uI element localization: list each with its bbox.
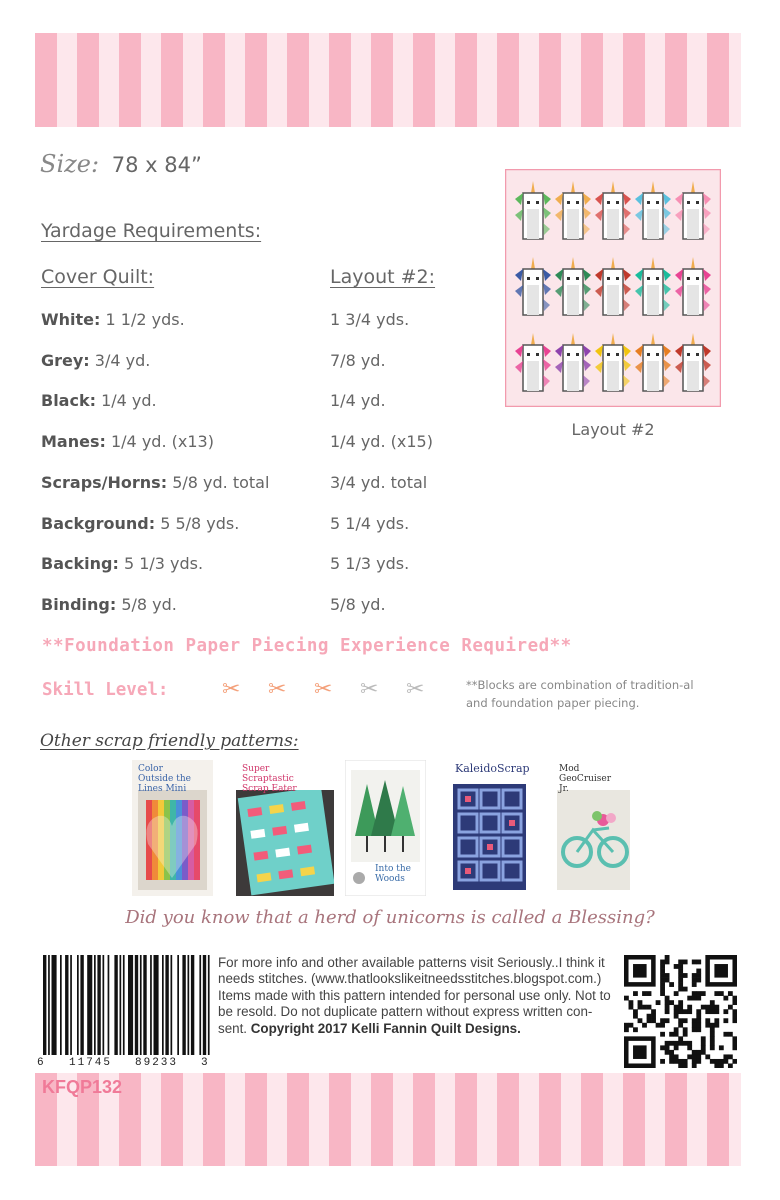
top-stripe-band bbox=[35, 33, 741, 127]
fabric-label: Black: bbox=[41, 391, 96, 410]
cover-amount: 5/8 yd. bbox=[121, 595, 177, 614]
size-value: 78 x 84” bbox=[111, 153, 202, 177]
pattern-thumb-scrap-eater[interactable] bbox=[236, 760, 334, 896]
yardage-row bbox=[41, 432, 214, 451]
fabric-label: Binding: bbox=[41, 595, 117, 614]
scissors-icon-filled: ✂ bbox=[314, 677, 333, 702]
cover-amount: 1/4 yd. (x13) bbox=[110, 432, 214, 451]
yardage-row bbox=[41, 310, 185, 329]
cover-amount: 3/4 yd. bbox=[94, 351, 151, 370]
cover-amount: 1/4 yd. bbox=[101, 391, 157, 410]
yardage-row bbox=[41, 595, 177, 614]
layout2-amount: 5 1/4 yds. bbox=[330, 514, 410, 533]
fabric-label: Manes: bbox=[41, 432, 106, 451]
pattern-thumb-color-outside[interactable] bbox=[132, 760, 213, 896]
yardage-row bbox=[41, 391, 157, 410]
layout2-amount: 1/4 yd. bbox=[330, 391, 386, 410]
quilt-size bbox=[40, 150, 202, 178]
fabric-label: Background: bbox=[41, 514, 156, 533]
fabric-label: White: bbox=[41, 310, 101, 329]
pattern-thumb-geocruiser[interactable] bbox=[553, 760, 634, 896]
fabric-label: Scraps/Horns: bbox=[41, 473, 168, 492]
yardage-title: Yardage Requirements: bbox=[41, 220, 262, 242]
cover-amount: 5 5/8 yds. bbox=[160, 514, 240, 533]
fabric-label: Grey: bbox=[41, 351, 90, 370]
fpp-notice: **Foundation Paper Piecing Experience Required** bbox=[42, 636, 572, 656]
sku-code: KFQP132 bbox=[42, 1077, 123, 1097]
pattern-title: Color Outside the Lines Mini bbox=[138, 764, 191, 794]
layout2-amount: 1/4 yd. (x15) bbox=[330, 432, 433, 451]
barcode-digits-left: 11745 bbox=[69, 1057, 113, 1069]
pattern-thumb-kaleidoscrap[interactable] bbox=[449, 760, 530, 896]
layout2-amount: 3/4 yd. total bbox=[330, 473, 428, 492]
pattern-title: Mod GeoCruiser Jr. bbox=[559, 764, 612, 794]
info-text-block bbox=[218, 955, 613, 1037]
scissors-icon-empty: ✂ bbox=[360, 677, 379, 702]
pattern-title: Super Scraptastic Scrap Eater bbox=[242, 764, 297, 794]
blessing-fact: Did you know that a herd of unicorns is called a Blessing? bbox=[125, 907, 655, 928]
size-label: Size: bbox=[40, 150, 100, 178]
barcode-digits-right: 89233 bbox=[135, 1057, 179, 1069]
scissors-icon-empty: ✂ bbox=[406, 677, 425, 702]
pattern-title: Into the Woods bbox=[375, 864, 411, 884]
layout2-amount: 5 1/3 yds. bbox=[330, 554, 410, 573]
copyright: Copyright 2017 Kelli Fannin Quilt Designs. bbox=[250, 1020, 521, 1036]
layout2-quilt-image bbox=[505, 169, 721, 407]
barcode-digit-first: 6 bbox=[37, 1057, 44, 1069]
yardage-row bbox=[41, 351, 150, 370]
scissors-icon-filled: ✂ bbox=[268, 677, 287, 702]
skill-level-label: Skill Level: bbox=[42, 680, 169, 700]
cover-amount: 1 1/2 yds. bbox=[105, 310, 185, 329]
layout2-caption: Layout #2 bbox=[571, 420, 655, 439]
info-text: For more info and other available patterns visit Seriously..I think it needs stitches. (www.thatlookslikeitneedsstitches.blogspot.com.) Items made with this pattern intended for personal use only. Not to be resold. Do not duplicate pattern without express written con-sent. bbox=[218, 955, 611, 1036]
cover-amount: 5/8 yd. total bbox=[172, 473, 270, 492]
barcode-digit-last: 3 bbox=[201, 1057, 208, 1069]
layout2-amount: 5/8 yd. bbox=[330, 595, 386, 614]
scissors-icon-filled: ✂ bbox=[222, 677, 241, 702]
yardage-row bbox=[41, 554, 203, 573]
bottom-stripe-band bbox=[35, 1073, 741, 1166]
other-patterns-title: Other scrap friendly patterns: bbox=[40, 731, 299, 751]
pattern-title: KaleidoScrap bbox=[455, 762, 530, 775]
layout2-header: Layout #2: bbox=[330, 266, 436, 288]
pattern-thumb-into-woods[interactable] bbox=[345, 760, 426, 896]
yardage-row bbox=[41, 473, 269, 492]
cover-quilt-header: Cover Quilt: bbox=[41, 266, 155, 288]
layout2-amount: 1 3/4 yds. bbox=[330, 310, 410, 329]
qr-code[interactable] bbox=[624, 955, 737, 1068]
yardage-row bbox=[41, 514, 239, 533]
layout2-amount: 7/8 yd. bbox=[330, 351, 386, 370]
upc-barcode bbox=[35, 955, 211, 1075]
fabric-label: Backing: bbox=[41, 554, 119, 573]
skill-note: **Blocks are combination of tradition-al and foundation paper piecing. bbox=[466, 678, 694, 710]
cover-amount: 5 1/3 yds. bbox=[123, 554, 204, 573]
